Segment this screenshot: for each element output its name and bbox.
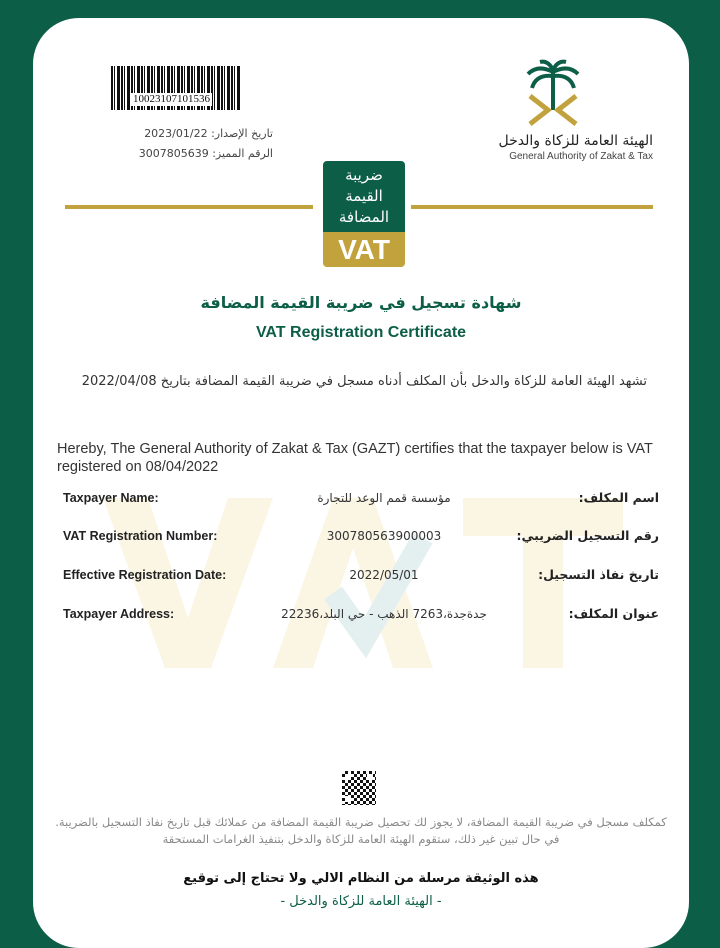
authority-name-en: General Authority of Zakat & Tax: [509, 151, 653, 162]
footer-disclaimer: هذه الوثيقة مرسلة من النظام الالي ولا تحتاج إلى توقيع: [183, 871, 539, 886]
vat-badge-line: القيمة: [345, 187, 383, 205]
field-label-en: Taxpayer Name:: [63, 491, 159, 505]
field-label-en: Effective Registration Date:: [63, 568, 227, 582]
issue-date: 2023/01/22: [144, 127, 208, 140]
field-label-ar: تاريخ نفاذ التسجيل:: [538, 567, 659, 582]
vat-badge-line: ضريبة: [345, 166, 383, 184]
field-value: مؤسسة قمم الوعد للتجارة: [317, 491, 451, 505]
field-taxpayer-name: [63, 488, 659, 508]
unique-number: 3007805639: [138, 147, 209, 160]
field-value: 300780563900003: [326, 529, 442, 543]
palm-swords-icon: [518, 58, 588, 128]
vat-badge-line: المضافة: [338, 208, 390, 226]
title-ar: شهادة تسجيل في ضريبة القيمة المضافة: [200, 293, 522, 312]
authority-name-ar: الهيئة العامة للزكاة والدخل: [498, 133, 653, 149]
field-label-ar: اسم المكلف:: [578, 490, 659, 505]
certificate: [33, 18, 689, 948]
vat-badge-label: VAT: [323, 232, 405, 267]
intro-ar: تشهد الهيئة العامة للزكاة والدخل بأن المكلف أدناه مسجل في ضريبة القيمة المضافة بتاريخ 2022/04/08: [81, 374, 647, 389]
certificate-meta: [93, 124, 273, 164]
field-label-ar: عنوان المكلف:: [568, 606, 659, 621]
issue-date-label: تاريخ الإصدار:: [211, 127, 273, 140]
field-label-en: Taxpayer Address:: [63, 607, 175, 621]
notice-text: كمكلف مسجل في ضريبة القيمة المضافة، لا يجوز لك تحصيل ضريبة القيمة المضافة من عملائك قبل تاريخ نفاذ التسجيل بالضريبة. في حال تبين غير ذلك، ستقوم الهيئة العامة للزكاة والدخل بتنفيذ الغرامات المستحقة: [55, 815, 667, 846]
authority-logo: [448, 58, 653, 164]
field-value: جدةجدة،7263 الذهب - حي البلد،22236: [281, 607, 487, 621]
field-value: 2022/05/01: [349, 568, 419, 582]
divider-left: [65, 205, 313, 209]
divider-right: [411, 205, 653, 209]
vat-badge: [323, 161, 405, 267]
field-effective-date: [63, 565, 659, 585]
title-en: VAT Registration Certificate: [255, 324, 467, 341]
field-vat-number: [63, 526, 659, 546]
intro-en: Hereby, The General Authority of Zakat & Tax (GAZT) certifies that the taxpayer below is VAT registered on 08/04/2022: [57, 441, 653, 475]
unique-number-label: الرقم المميز:: [212, 147, 273, 160]
field-label-ar: رقم التسجيل الضريبي:: [516, 528, 659, 543]
field-label-en: VAT Registration Number:: [63, 529, 218, 543]
field-address: [63, 604, 659, 624]
qr-code: [342, 771, 376, 805]
barcode-number: 10023107101536: [133, 93, 210, 105]
footer-authority: - الهيئة العامة للزكاة والدخل -: [280, 894, 442, 909]
